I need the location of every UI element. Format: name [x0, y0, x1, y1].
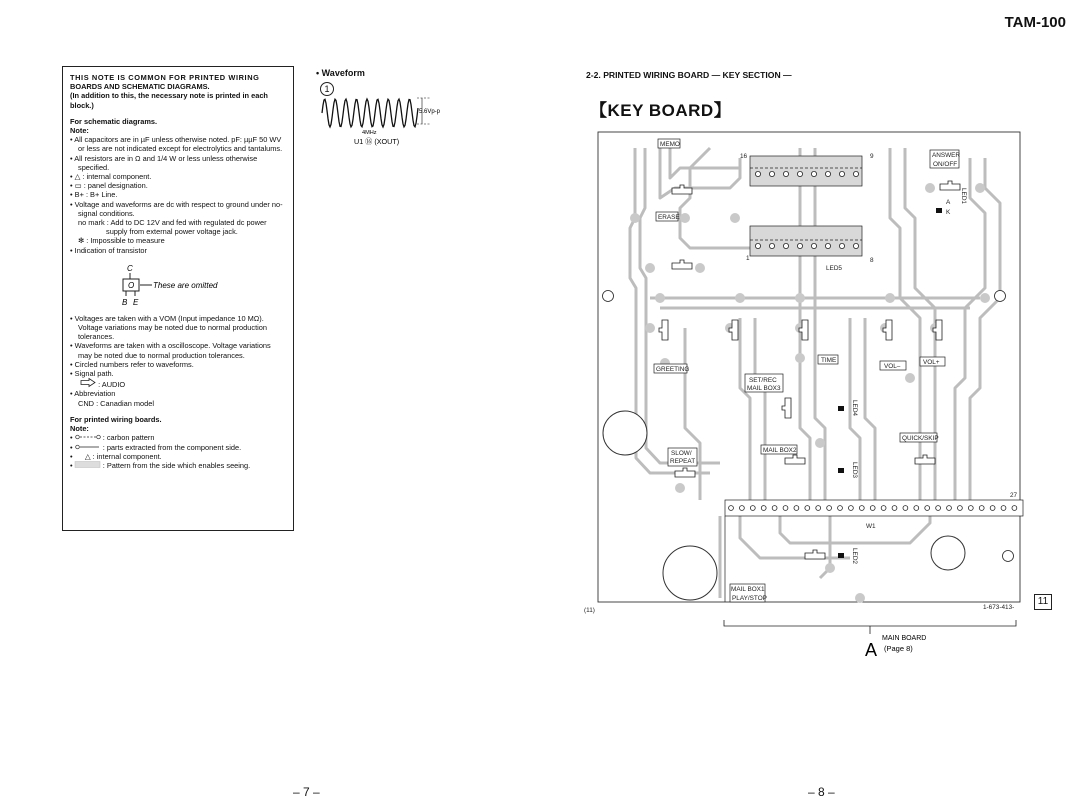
main-board-label: MAIN BOARD — [882, 635, 927, 642]
pin-pad — [853, 171, 858, 176]
pin-pad — [816, 506, 821, 511]
pin-pad — [783, 506, 788, 511]
pin-pad — [825, 243, 830, 248]
pwb-see-through: • : Pattern from the side which enables seeing. — [70, 460, 251, 470]
main-board-page: (Page 8) — [884, 644, 913, 653]
note-circled: • Circled numbers refer to waveforms. — [70, 359, 194, 369]
pin-pad — [740, 506, 745, 511]
answer-label: ANSWER — [932, 152, 961, 159]
pin-pad — [761, 506, 766, 511]
pin-pad — [839, 243, 844, 248]
pwb-extracted: • : parts extracted from the component side. — [70, 442, 242, 452]
pin-pad — [947, 506, 952, 511]
waveform-amplitude: 5.6Vp-p — [419, 109, 441, 115]
pin-pad — [825, 171, 830, 176]
common-note-box — [62, 66, 294, 531]
mic-hole — [931, 536, 965, 570]
pin-pad — [914, 506, 919, 511]
led1-label: LED1 — [960, 188, 967, 204]
pin-pad — [805, 506, 810, 511]
pin-pad — [827, 506, 832, 511]
led1-cathode: K — [946, 209, 951, 216]
waveform-title: • Waveform — [316, 68, 365, 78]
pwb-heading: For printed wiring boards. — [70, 414, 162, 424]
omitted-label: These are omitted — [153, 280, 218, 290]
pwb-note-label: Note: — [70, 424, 89, 434]
onoff-label: ON/OFF — [933, 161, 958, 168]
note-transistor: • Indication of transistor — [70, 245, 147, 255]
audio-arrow-icon — [80, 378, 96, 387]
note-label: Note: — [70, 126, 89, 136]
slow-label: SLOW/ — [671, 450, 692, 457]
pin-pad — [936, 506, 941, 511]
speaker-hole — [603, 411, 647, 455]
section-title: 2-2. PRINTED WIRING BOARD — KEY SECTION — — [586, 70, 792, 80]
pin8-label: 8 — [870, 257, 874, 264]
pin-pad — [811, 171, 816, 176]
transistor-b: B — [122, 297, 128, 307]
greeting-label: GREETING — [656, 366, 690, 373]
transistor-diagram — [120, 263, 286, 307]
part-number: 1-673-413- — [983, 604, 1015, 611]
pin-pad — [958, 506, 963, 511]
pin-pad — [968, 506, 973, 511]
waveform-number: 1 — [320, 82, 334, 96]
pin-pad — [769, 171, 774, 176]
note-title-1: THIS NOTE IS COMMON FOR PRINTED WIRING — [70, 73, 260, 82]
extracted-part-icon — [75, 444, 101, 450]
mounting-hole — [603, 291, 614, 302]
note-internal: • △ : internal component. — [70, 172, 152, 182]
pin-pad — [849, 506, 854, 511]
vol-minus-label: VOL– — [884, 363, 901, 370]
see-through-pattern-icon — [75, 461, 101, 468]
model-number: TAM-100 — [1004, 14, 1066, 31]
pin-pad — [870, 506, 875, 511]
audio-legend: : AUDIO — [70, 378, 286, 389]
note-voltage: • Voltage and waveforms are dc with respect to ground under no-signal conditions. — [70, 199, 283, 218]
note-panel: • ▭ : panel designation. — [70, 181, 148, 191]
note-title-2: BOARDS AND SCHEMATIC DIAGRAMS. — [70, 82, 210, 92]
pin9-label: 9 — [870, 153, 874, 160]
waveform-frequency: 4MHz — [362, 130, 377, 136]
pin-pad — [839, 171, 844, 176]
pin-pad — [903, 506, 908, 511]
pin-pad — [794, 506, 799, 511]
board-title: 【KEY BOARD】 — [590, 101, 732, 120]
svg-text:O: O — [128, 280, 135, 290]
pin-pad — [783, 171, 788, 176]
mounting-hole — [1003, 551, 1014, 562]
quickskip-label: QUICK/SKIP — [902, 435, 939, 442]
mailbox1-label: MAIL BOX1 — [731, 586, 765, 593]
pin-pad — [797, 243, 802, 248]
transistor-c: C — [127, 263, 133, 273]
repeat-label: REPEAT — [670, 458, 696, 465]
transistor-symbol — [120, 263, 240, 307]
note-no-mark: no mark : Add to DC 12V and fed with regulated dc power supply from external power voltage jack. — [78, 218, 267, 237]
led2-label: LED2 — [851, 548, 858, 564]
speaker-hole — [663, 546, 717, 600]
pin-pad — [990, 506, 995, 511]
setrec-label: SET/REC — [749, 377, 777, 384]
page-number-right: – 8 – — [808, 785, 835, 799]
page-number-left: – 7 – — [293, 785, 320, 799]
pin16-label: 16 — [740, 153, 748, 160]
note-oscilloscope: • Waveforms are taken with a oscilloscope. Voltage variations may be noted due to normal production tolerances. — [70, 341, 271, 360]
erase-label: ERASE — [658, 214, 680, 221]
revision-box: 11 — [1034, 594, 1052, 610]
note-impossible: ✻ : Impossible to measure — [78, 236, 165, 246]
pin-pad — [892, 506, 897, 511]
note-bplus: • B+ : B+ Line. — [70, 190, 118, 200]
pin-pad — [729, 506, 734, 511]
pin-pad — [783, 243, 788, 248]
waveform-line — [322, 99, 418, 127]
note-resistors: • All resistors are in Ω and 1/4 W or less unless otherwise specified. — [70, 153, 258, 172]
led4-label: LED4 — [851, 400, 858, 416]
pin1-label: 1 — [746, 255, 750, 262]
pin-pad — [750, 506, 755, 511]
vol-plus-label: VOL+ — [923, 359, 940, 366]
pin-pad — [979, 506, 984, 511]
time-label: TIME — [821, 357, 837, 364]
note-intro: (In addition to this, the necessary note is printed in each block.) — [70, 91, 268, 110]
main-board-letter: A — [865, 640, 878, 660]
pin-pad — [1001, 506, 1006, 511]
memo-label: MEMO — [660, 141, 680, 148]
note-cnd: CND : Canadian model — [78, 398, 154, 408]
pin-pad — [1012, 506, 1017, 511]
note-abbreviation: • Abbreviation — [70, 389, 116, 399]
w1-label: W1 — [866, 523, 876, 530]
carbon-pattern-icon — [75, 434, 101, 440]
mailbox2-label: MAIL BOX2 — [763, 447, 797, 454]
pin-pad — [755, 171, 760, 176]
schematic-heading: For schematic diagrams. — [70, 116, 158, 126]
waveform-trace — [318, 80, 442, 146]
pin-pad — [925, 506, 930, 511]
pin-pad — [772, 506, 777, 511]
pin-pad — [838, 506, 843, 511]
board-code: (11) — [584, 607, 595, 614]
note-capacitors: • All capacitors are in µF unless otherwise noted. pF: µµF 50 WV or less are not indicated except for electrolytics and tantalums. — [70, 135, 283, 154]
mailbox3-label: MAIL BOX3 — [747, 385, 781, 392]
pin-pad — [853, 243, 858, 248]
pin-pad — [769, 243, 774, 248]
pin-pad — [881, 506, 886, 511]
note-signal-path: • Signal path. — [70, 369, 114, 379]
pin-pad — [859, 506, 864, 511]
pin-pad — [797, 171, 802, 176]
main-board-reference — [720, 620, 1040, 670]
pin-pad — [755, 243, 760, 248]
led1-anode: A — [946, 199, 951, 206]
pin-pad — [811, 243, 816, 248]
waveform-caption: U1 ⑯ (XOUT) — [354, 137, 400, 146]
transistor-e: E — [133, 297, 139, 307]
playstop-label: PLAY/STOP — [732, 595, 767, 602]
led5-label: LED5 — [826, 265, 842, 272]
pwb-internal: • △ : internal component. — [70, 451, 162, 461]
note-vom: • Voltages are taken with a VOM (Input impedance 10 MΩ). Voltage variations may be noted due to normal production tolerances. — [70, 313, 267, 342]
mounting-hole — [995, 291, 1006, 302]
pin27-label: 27 — [1010, 492, 1018, 499]
led3-label: LED3 — [851, 462, 858, 478]
key-board-pcb — [584, 128, 1030, 618]
pwb-carbon: • : carbon pattern — [70, 433, 155, 443]
